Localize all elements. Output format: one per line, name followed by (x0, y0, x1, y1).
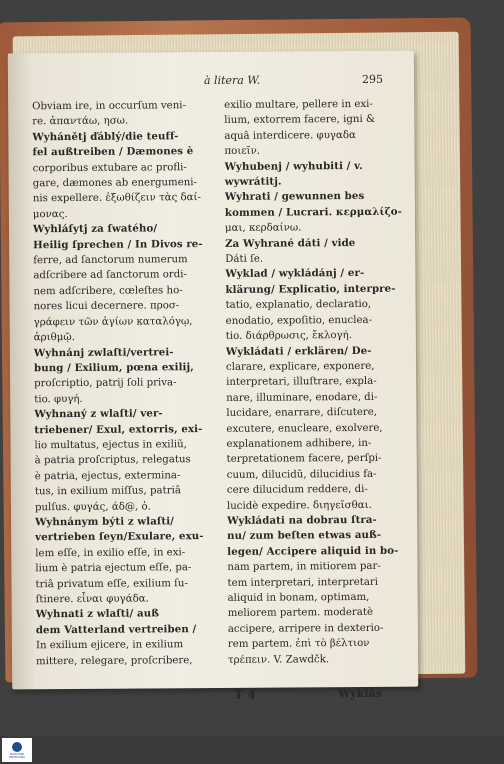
text-line: re. ἀπαντάω, ησω. (32, 115, 129, 128)
text-line: terpretationem facere, perſpi- (226, 453, 382, 466)
text-line: triebener/ Exul, extorris, exi- (34, 422, 203, 436)
text-line: Wykládati na dobrau ſtra- (227, 513, 377, 527)
text-line: interpretari, illuſtrare, expla- (226, 376, 377, 389)
text-line: Wyhnánym býti z wlaſti/ (35, 515, 175, 529)
text-line: μαι, κερδαίνω. (224, 222, 302, 235)
text-line: vertrieben ſeyn/Exulare, exu- (35, 530, 204, 544)
page-footer (12, 687, 418, 710)
text-line: Heilig ſprechen / In Divos re- (33, 237, 203, 251)
text-line: lio multatus, ejectus in exiliũ, (34, 439, 187, 452)
text-line: nores licui decernere. προσ- (33, 300, 180, 313)
text-line: triâ privatum eſſe, exilium ſu- (35, 577, 188, 590)
text-line: Wyhnánj zwlaſti/vertrei- (33, 345, 174, 359)
catchword: Wyklás (338, 686, 382, 701)
text-line: kommen / Lucrari. κερμαλίζο- (224, 205, 402, 219)
text-line: pulſus. φυγάς, άδ@, ὁ. (34, 500, 151, 513)
text-line: wywrátitj. (224, 175, 282, 188)
text-line: excutere, enucleare, exolvere, (226, 422, 383, 435)
text-line: lucidare, enarrare, diſcutere, (226, 406, 378, 420)
text-line: In exilium ejicere, in exilium (35, 639, 184, 652)
text-line: Wykládati / erklären/ De- (225, 344, 372, 358)
left-column (32, 98, 219, 669)
text-line: exilio multare, pellere in exi- (224, 98, 373, 111)
text-line: tio. διάρθρωσις, ἔκλογή. (225, 330, 353, 343)
text-line: enodatio, expoſitio, enuclea- (225, 314, 373, 327)
book-page (8, 51, 418, 702)
text-line: τρέπειν. V. Zawdčk. (227, 653, 330, 666)
text-line: Wyhrati / gewunnen bes (224, 190, 365, 204)
library-logo-mark (12, 742, 22, 752)
text-line: corporibus extubare ac profli- (32, 161, 187, 174)
text-line: lucidè expedire. διηγεῖσθαι. (226, 499, 372, 512)
text-line: nam partem, in mitiorem par- (227, 561, 381, 574)
text-line: lium, extorrem facere, igni & (224, 114, 376, 127)
text-line: gare, dæmones ab energumeni- (32, 177, 198, 190)
text-line: Obviam ire, in occurſum veni- (32, 100, 187, 113)
text-line: meliorem partem. moderatè (227, 607, 374, 620)
text-line: rem partem. ἐπὶ τὸ βέλτιον (227, 638, 370, 651)
text-line: fel außtreiben / Dæmones è (32, 145, 194, 159)
text-line: proſcriptio, patrij ſoli priva- (34, 377, 177, 390)
text-line: adſcribere ad ſanctorum ordi- (33, 269, 188, 282)
running-head-title: à litera W. (203, 73, 261, 88)
text-line: dem Vatterland vertreiben / (35, 622, 197, 637)
text-line: ferre, ad ſanctorum numerum (33, 254, 188, 267)
library-logo (2, 738, 32, 762)
text-line: nis expellere. ἐξωθίζειν τὰς δαί- (32, 192, 202, 205)
text-line: aliquid in bonam, optimam, (227, 591, 370, 604)
text-line: tem interpretari, interpretari (227, 576, 379, 589)
text-line: explanationem adhibere, in- (226, 437, 372, 450)
running-head (8, 51, 414, 88)
text-line: lium è patria ejectum eſſe, pa- (35, 562, 192, 575)
text-line: Wyhubenj / wyhubiti / v. (224, 159, 363, 173)
text-line: Wyhánětj ďáblý/die teuff- (32, 130, 179, 144)
viewer-bottom-bar (0, 736, 504, 764)
text-line: γράφειν τῶν ἁγίων καταλόγῳ, (33, 315, 193, 328)
text-line: Wyhnaný z wlaſti/ ver- (34, 407, 163, 421)
signature-mark: T 4 (234, 687, 256, 702)
text-line: mittere, relegare, proſcribere, (35, 654, 193, 667)
text-line: ſtinere. εἶναι φυγάδα. (35, 593, 149, 606)
text-line: lem eſſe, in exilio eſſe, in exi- (35, 546, 186, 560)
text-line: Za Wyhrané dáti / vide (225, 236, 356, 250)
text-line: tatio, explanatio, declaratio, (225, 299, 372, 312)
text-line: cere dilucidum reddere, di- (226, 484, 368, 497)
text-line: Wyklad / wykládánj / er- (225, 267, 365, 281)
page-number: 295 (361, 72, 384, 86)
library-logo-text: NÁRODNÍ KNIHOVNA (8, 751, 25, 759)
text-line: ποιεῖν. (224, 145, 261, 158)
text-line: Wyhláſytj za ſwatého/ (32, 222, 158, 236)
text-line: nem adſcribere, cœleſtes ho- (33, 285, 183, 298)
text-line: tio. φυγή. (34, 393, 83, 405)
text-line: bung / Exilium, pœna exilij, (33, 361, 194, 375)
text-line: è patria, ejectus, extermina- (34, 469, 181, 482)
text-line: accipere, arripere in dexterio- (227, 622, 384, 635)
right-column (224, 97, 410, 668)
text-line: klärung/ Explicatio, interpre- (225, 282, 396, 296)
text-line: aquâ interdicere. φυγαδα (224, 129, 356, 142)
text-line: legen/ Accipere aliquid in bo- (227, 544, 399, 558)
text-line: ἀριθμῷ. (33, 332, 75, 344)
text-line: nare, illuminare, enodare, di- (226, 391, 378, 404)
text-line: à patria proſcriptus, relegatus (34, 454, 191, 467)
text-line: Wyhnati z wlaſti/ auß (35, 607, 160, 621)
text-line: Dáti ſe. (225, 253, 264, 265)
text-line: clarare, explicare, exponere, (225, 360, 375, 373)
text-line: nu/ zum beſten etwas auß- (227, 529, 382, 543)
text-line: cuum, dilucidũ, dilucidius fa- (226, 468, 377, 481)
text-line: μονας. (32, 208, 68, 221)
text-line: tus, in exilium miſſus, patriâ (34, 485, 181, 498)
